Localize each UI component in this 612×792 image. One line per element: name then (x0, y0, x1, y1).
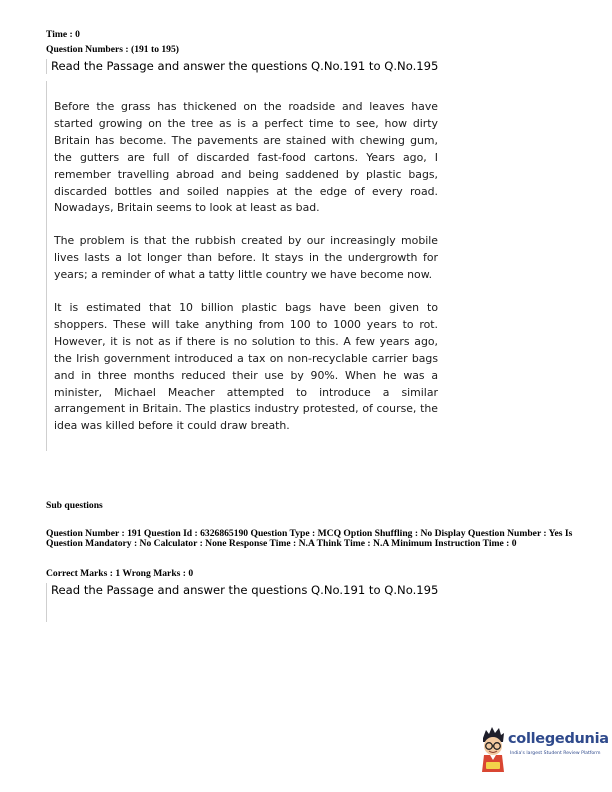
logo-wordmark: collegedunia (508, 731, 609, 747)
time-label: Time : 0 (46, 29, 80, 40)
passage-container (46, 81, 47, 451)
student-mascot-icon (478, 724, 508, 776)
question-numbers-label: Question Numbers : (191 to 195) (46, 44, 179, 55)
collegedunia-logo (478, 722, 609, 778)
passage-paragraph-1: Before the grass has thickened on the roadside and leaves have started growing on the tree as is a perfect time to see, how dirty Britain has become. The pavements are stained with chewing gum, the gutters are full of discarded fast-food cartons. Years ago, I remember travelling abroad and being saddened by plastic bags, discarded bottles and soiled nappies at the edge of every road. Nowadays, Britain seems to look at least as bad. (54, 100, 438, 215)
question-container (46, 598, 47, 622)
logo-tagline: India's largest Student Review Platform (510, 751, 601, 756)
passage-instruction: Read the Passage and answer the questions Q.No.191 to Q.No.195 (46, 59, 438, 74)
question-text: Read the Passage and answer the questions Q.No.191 to Q.No.195 (46, 583, 438, 598)
passage-paragraph-2: The problem is that the rubbish created by our increasingly mobile lives lasts a lot longer than before. It stays in the undergrowth for years; a reminder of what a tatty little country we have become now. (54, 234, 438, 281)
sub-questions-heading: Sub questions (46, 500, 103, 511)
marks-label: Correct Marks : 1 Wrong Marks : 0 (46, 568, 194, 579)
passage-paragraph-3: It is estimated that 10 billion plastic bags have been given to shoppers. These will take anything from 100 to 1000 years to rot. However, it is not as if there is no solution to this. A few years ago, the Irish government introduced a tax on non-recyclable carrier bags and in three months reduced their use by 90%. When he was a minister, Michael Meacher attempted to introduce a similar arrangement in Britain. The plastics industry protested, of course, the idea was killed before it could draw breath. (54, 301, 438, 433)
question-metadata: Question Number : 191 Question Id : 6326865190 Question Type : MCQ Option Shuffling : No Display Question Number : Yes Is Question Mandatory : No Calculator : None Response Time : N.A Think Time : N.A Minimum Instruction Time : 0 (46, 528, 573, 550)
